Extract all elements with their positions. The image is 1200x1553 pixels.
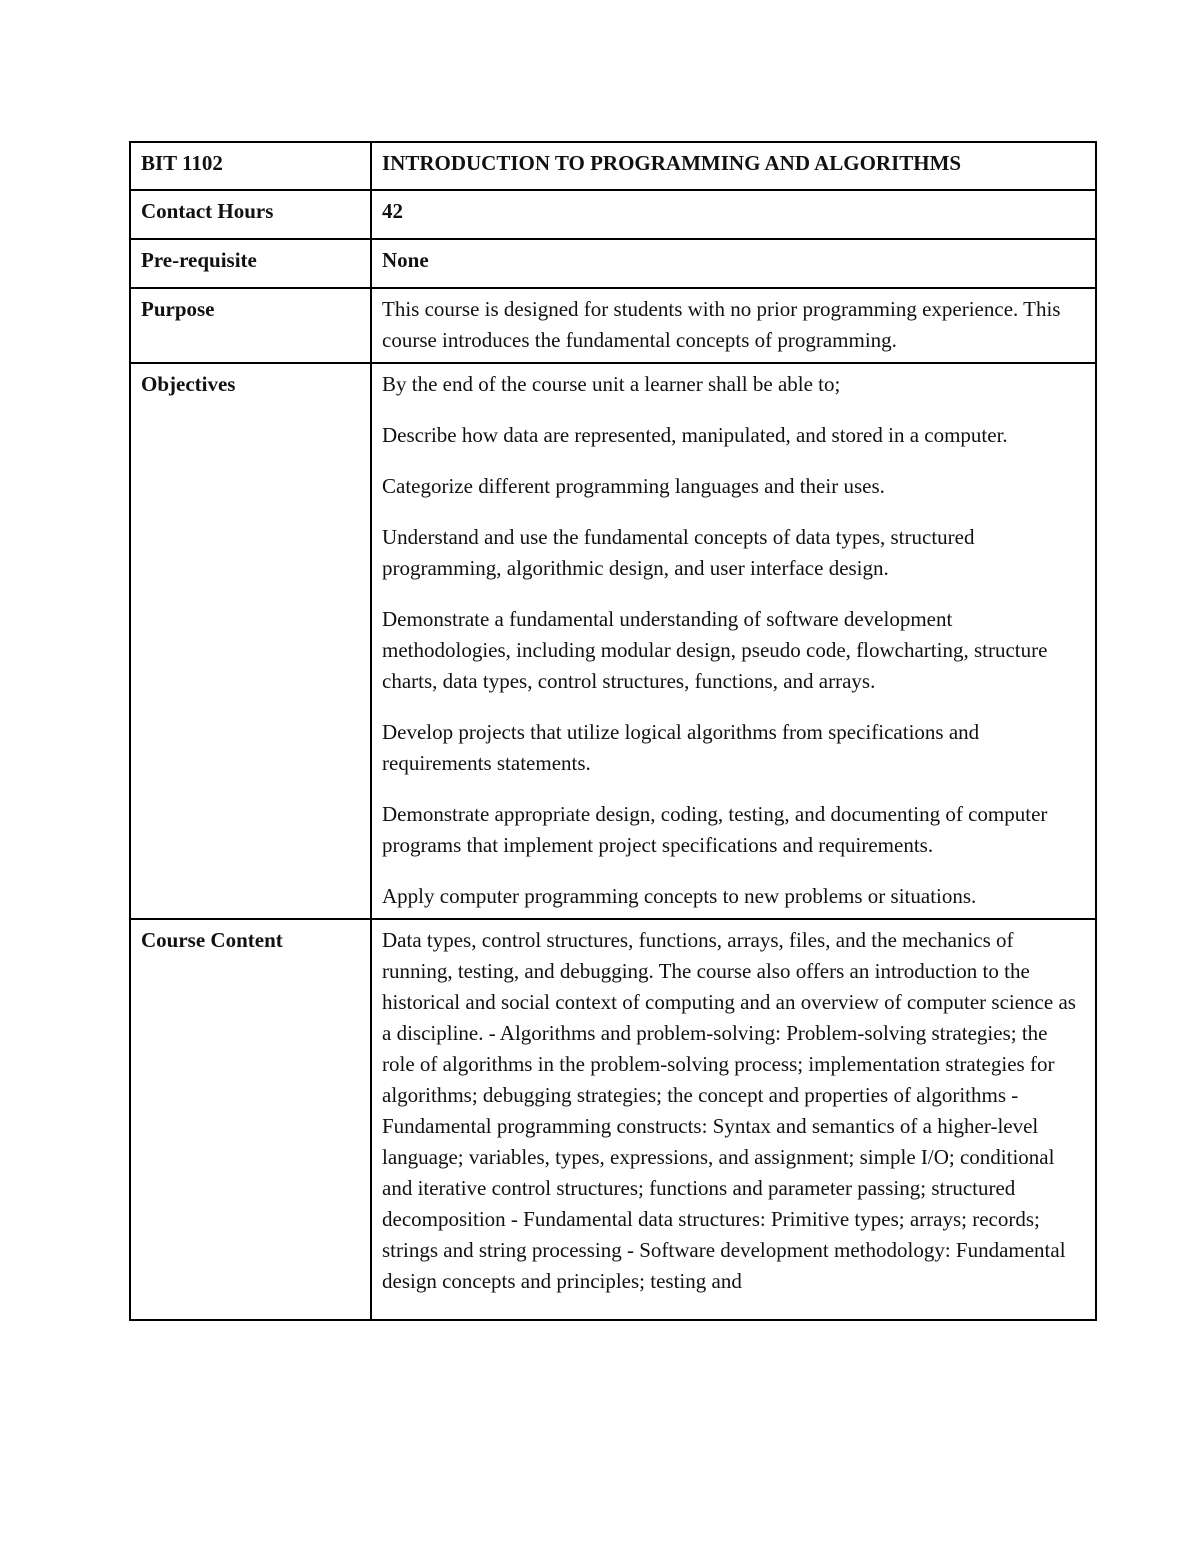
purpose-value: This course is designed for students with no prior programming experience. This course introduces the fundamental concepts of programming.: [371, 288, 1096, 363]
course-code-cell: BIT 1102: [130, 142, 371, 190]
objective-item: Apply computer programming concepts to new problems or situations.: [382, 884, 977, 908]
table-row-prerequisite: [130, 239, 1096, 288]
table-row-contact-hours: [130, 190, 1096, 239]
course-title-cell: INTRODUCTION TO PROGRAMMING AND ALGORITHMS: [371, 142, 1096, 190]
prerequisite-value: None: [371, 239, 1096, 288]
course-content-cell: [371, 919, 1096, 1320]
course-outline-table: [129, 141, 1097, 1321]
table-row-course-content: [130, 919, 1096, 1320]
objective-item: Demonstrate appropriate design, coding, testing, and documenting of computer programs that implement project specifications and requirements.: [382, 802, 1048, 857]
objective-intro: By the end of the course unit a learner shall be able to;: [382, 372, 841, 396]
table-row-course-code: [130, 142, 1096, 190]
objective-item: Demonstrate a fundamental understanding of software development methodologies, including modular design, pseudo code, flowcharting, structure charts, data types, control structures, functions, and arrays.: [382, 607, 1048, 693]
objective-item: Categorize different programming languages and their uses.: [382, 474, 885, 498]
course-content-text: Data types, control structures, functions, arrays, files, and the mechanics of running, testing, and debugging. The course also offers an introduction to the historical and social context of computing and an overview of computer science as a discipline. - Algorithms and problem-solving: Problem-solving strategies; the role of algorithms in the problem-solving process; implementation strategies for algorithms; debugging strategies; the concept and properties of algorithms - Fundamental programming constructs: Syntax and semantics of a higher-level language; variables, types, expressions, and assignment; simple I/O; conditional and iterative control structures; functions and parameter passing; structured decomposition - Fundamental data structures: Primitive types; arrays; records; strings and string processing - Software development methodology: Fundamental design concepts and principles; testing and: [382, 928, 1076, 1293]
objective-item: Develop projects that utilize logical algorithms from specifications and requirements statements.: [382, 720, 980, 775]
objective-item: Describe how data are represented, manipulated, and stored in a computer.: [382, 423, 1008, 447]
objectives-list: [371, 363, 1096, 919]
table-row-objectives: [130, 363, 1096, 919]
objective-item: Understand and use the fundamental concepts of data types, structured programming, algorithmic design, and user interface design.: [382, 525, 975, 580]
contact-hours-label: Contact Hours: [130, 190, 371, 239]
contact-hours-value: 42: [371, 190, 1096, 239]
table-row-purpose: [130, 288, 1096, 363]
prerequisite-label: Pre-requisite: [130, 239, 371, 288]
purpose-label: Purpose: [130, 288, 371, 363]
objectives-label: Objectives: [130, 363, 371, 919]
course-content-label: Course Content: [130, 919, 371, 1320]
